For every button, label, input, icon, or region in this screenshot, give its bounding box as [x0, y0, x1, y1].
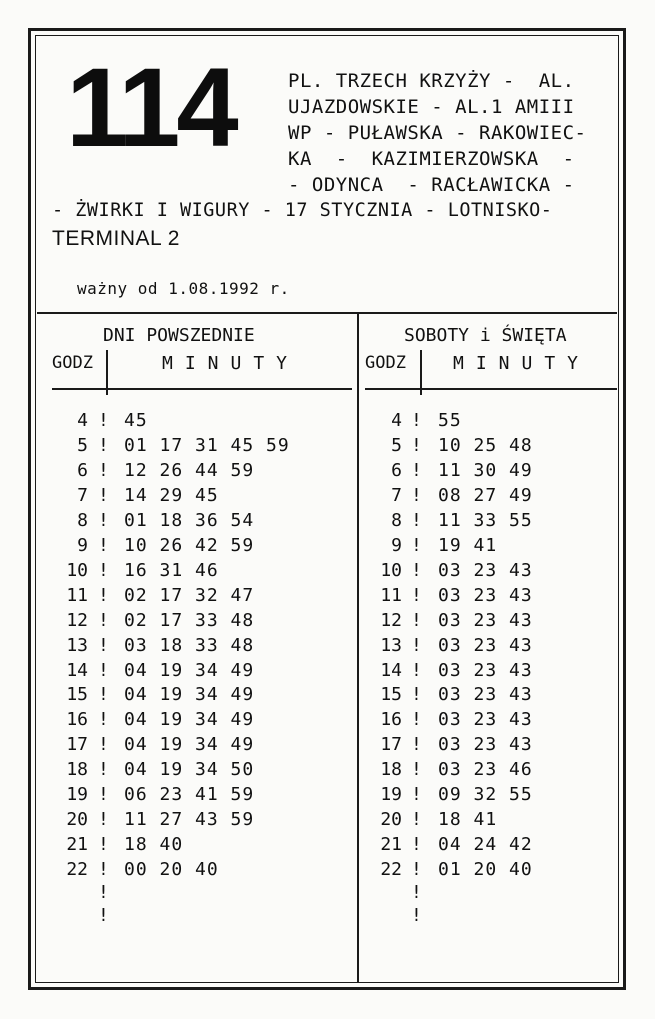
valid-from: ważny od 1.08.1992 r.: [77, 279, 290, 298]
hour-cell: 11: [66, 584, 88, 606]
weekends-trailing-mark-2: !: [411, 905, 422, 926]
hour-cell: 19: [66, 784, 88, 806]
row-separator: !: [98, 734, 109, 756]
weekends-minutes-header: MINUTY: [453, 353, 591, 374]
row-separator: !: [98, 834, 109, 856]
row-separator: !: [411, 559, 422, 581]
row-separator: !: [411, 709, 422, 731]
hour-cell: 17: [66, 734, 88, 756]
minutes-cell: 04 24 42: [438, 834, 533, 856]
weekends-header-rule: [365, 388, 617, 390]
route-line-2: UJAZDOWSKIE - AL.1 AMIII: [288, 96, 575, 118]
hour-cell: 13: [66, 634, 88, 656]
minutes-cell: 55: [438, 410, 462, 431]
row-separator: !: [98, 859, 109, 881]
minutes-cell: 03 23 46: [438, 759, 533, 781]
row-separator: !: [411, 584, 422, 606]
route-line-6: - ŻWIRKI I WIGURY - 17 STYCZNIA - LOTNISKO-: [52, 200, 553, 221]
hour-cell: 20: [380, 809, 402, 831]
minutes-cell: 11 33 55: [438, 509, 533, 531]
row-separator: !: [98, 410, 109, 431]
minutes-cell: 09 32 55: [438, 784, 533, 806]
minutes-cell: 10 26 42 59: [124, 534, 255, 556]
row-separator: !: [98, 809, 109, 831]
row-separator: !: [411, 459, 422, 481]
route-line-3: WP - PUŁAWSKA - RAKOWIEC-: [288, 122, 587, 144]
minutes-cell: 03 23 43: [438, 684, 533, 706]
row-separator: !: [411, 759, 422, 781]
weekdays-header-rule: [52, 388, 352, 390]
row-separator: !: [98, 609, 109, 631]
hour-cell: 10: [380, 559, 402, 581]
minutes-cell: 03 23 43: [438, 659, 533, 681]
minutes-cell: 03 23 43: [438, 634, 533, 656]
row-separator: !: [411, 609, 422, 631]
minutes-cell: 14 29 45: [124, 484, 219, 506]
hour-cell: 7: [391, 484, 402, 506]
minutes-cell: 02 17 33 48: [124, 609, 255, 631]
hour-cell: 12: [66, 609, 88, 631]
row-separator: !: [98, 509, 109, 531]
weekends-title: SOBOTY i ŚWIĘTA: [404, 325, 567, 346]
minutes-cell: 18 41: [438, 809, 498, 831]
route-line-1: PL. TRZECH KRZYŻY - AL.: [288, 70, 575, 92]
minutes-cell: 03 23 43: [438, 584, 533, 606]
row-separator: !: [411, 684, 422, 706]
hour-cell: 22: [66, 859, 88, 881]
row-separator: !: [98, 684, 109, 706]
row-separator: !: [98, 584, 109, 606]
row-separator: !: [411, 534, 422, 556]
minutes-cell: 16 31 46: [124, 559, 219, 581]
hour-cell: 19: [380, 784, 402, 806]
row-separator: !: [411, 434, 422, 456]
hour-cell: 18: [66, 759, 88, 781]
row-separator: !: [411, 859, 422, 881]
minutes-cell: 04 19 34 49: [124, 734, 255, 756]
hour-cell: 18: [380, 759, 402, 781]
minutes-cell: 04 19 34 49: [124, 659, 255, 681]
weekdays-title: DNI POWSZEDNIE: [103, 325, 255, 346]
minutes-cell: 45: [124, 410, 148, 431]
row-separator: !: [98, 659, 109, 681]
minutes-cell: 03 23 43: [438, 709, 533, 731]
hour-cell: 15: [380, 684, 402, 706]
hour-cell: 17: [380, 734, 402, 756]
hour-cell: 16: [380, 709, 402, 731]
minutes-cell: 08 27 49: [438, 484, 533, 506]
hour-cell: 20: [66, 809, 88, 831]
hour-cell: 5: [77, 434, 88, 456]
minutes-cell: 03 18 33 48: [124, 634, 255, 656]
hour-cell: 5: [391, 434, 402, 456]
row-separator: !: [98, 559, 109, 581]
minutes-cell: 01 17 31 45 59: [124, 434, 290, 456]
row-separator: !: [98, 459, 109, 481]
hour-cell: 16: [66, 709, 88, 731]
hour-cell: 13: [380, 634, 402, 656]
hour-cell: 21: [380, 834, 402, 856]
row-separator: !: [98, 784, 109, 806]
route-line-4: KA - KAZIMIERZOWSKA -: [288, 148, 575, 170]
hour-cell: 12: [380, 609, 402, 631]
minutes-cell: 11 27 43 59: [124, 809, 255, 831]
minutes-cell: 03 23 43: [438, 609, 533, 631]
weekdays-trailing-mark-1: !: [98, 882, 109, 903]
row-separator: !: [98, 484, 109, 506]
hour-cell: 10: [66, 559, 88, 581]
row-separator: !: [411, 784, 422, 806]
hour-cell: 7: [77, 484, 88, 506]
hour-cell: 4: [77, 410, 88, 431]
minutes-cell: 02 17 32 47: [124, 584, 255, 606]
row-separator: !: [411, 634, 422, 656]
minutes-cell: 03 23 43: [438, 734, 533, 756]
minutes-cell: 04 19 34 50: [124, 759, 255, 781]
hour-cell: 11: [380, 584, 402, 606]
minutes-cell: 19 41: [438, 534, 498, 556]
minutes-cell: 06 23 41 59: [124, 784, 255, 806]
minutes-cell: 04 19 34 49: [124, 709, 255, 731]
hour-cell: 4: [391, 410, 402, 431]
hour-cell: 14: [380, 659, 402, 681]
hour-cell: 14: [66, 659, 88, 681]
minutes-cell: 03 23 43: [438, 559, 533, 581]
route-line-7: TERMINAL 2: [52, 227, 180, 250]
row-separator: !: [411, 410, 422, 431]
hour-cell: 6: [77, 459, 88, 481]
row-separator: !: [411, 834, 422, 856]
row-separator: !: [98, 534, 109, 556]
weekdays-trailing-mark-2: !: [98, 905, 109, 926]
hour-cell: 21: [66, 834, 88, 856]
row-separator: !: [411, 809, 422, 831]
route-line-5: - ODYNCA - RACŁAWICKA -: [288, 174, 575, 196]
minutes-cell: 10 25 48: [438, 434, 533, 456]
minutes-cell: 04 19 34 49: [124, 684, 255, 706]
row-separator: !: [98, 434, 109, 456]
row-separator: !: [411, 484, 422, 506]
hour-cell: 15: [66, 684, 88, 706]
minutes-cell: 12 26 44 59: [124, 459, 255, 481]
minutes-cell: 18 40: [124, 834, 184, 856]
column-divider: [357, 313, 359, 983]
weekends-hour-header: GODZ: [365, 353, 406, 373]
hour-cell: 22: [380, 859, 402, 881]
hour-cell: 8: [77, 509, 88, 531]
hour-cell: 9: [391, 534, 402, 556]
minutes-cell: 01 20 40: [438, 859, 533, 881]
row-separator: !: [411, 509, 422, 531]
weekdays-minutes-header: MINUTY: [162, 353, 300, 374]
hour-cell: 9: [77, 534, 88, 556]
minutes-cell: 01 18 36 54: [124, 509, 255, 531]
row-separator: !: [98, 709, 109, 731]
minutes-cell: 11 30 49: [438, 459, 533, 481]
header-divider: [37, 312, 617, 314]
weekdays-hour-header: GODZ: [52, 353, 93, 373]
weekends-trailing-mark-1: !: [411, 882, 422, 903]
row-separator: !: [98, 634, 109, 656]
minutes-cell: 00 20 40: [124, 859, 219, 881]
row-separator: !: [411, 734, 422, 756]
route-number: 114: [66, 45, 235, 170]
hour-cell: 8: [391, 509, 402, 531]
row-separator: !: [411, 659, 422, 681]
hour-cell: 6: [391, 459, 402, 481]
row-separator: !: [98, 759, 109, 781]
